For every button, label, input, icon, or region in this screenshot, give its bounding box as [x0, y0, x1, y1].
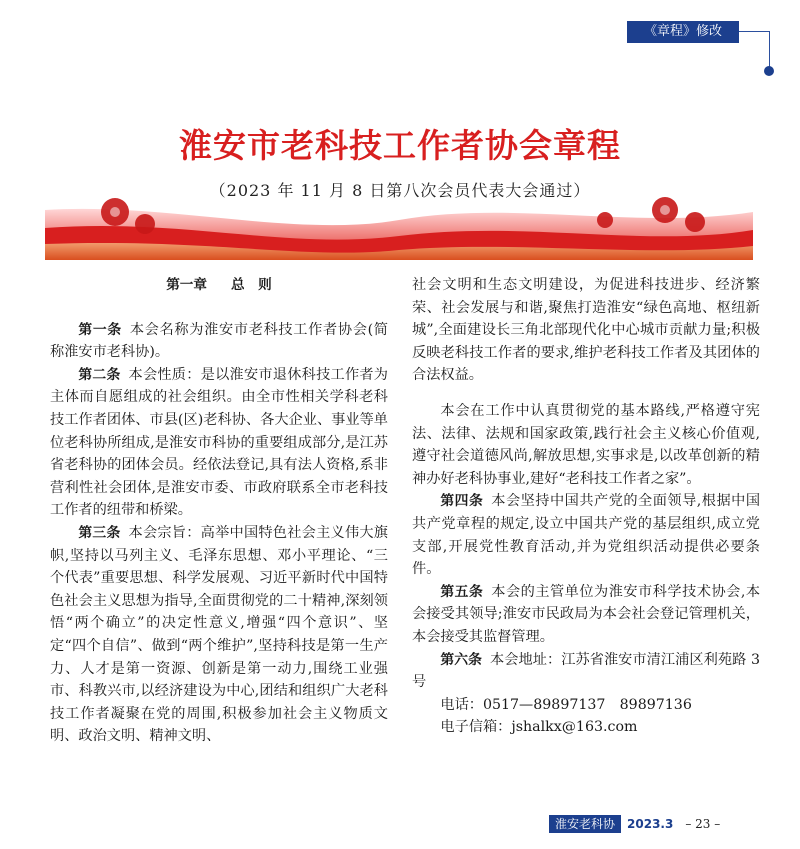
article-paragraph	[50, 364, 388, 522]
magazine-name: 淮安老科协	[549, 815, 621, 833]
article-paragraph	[412, 649, 760, 694]
contact-email: 电子信箱：jshalkx@163.com	[440, 719, 638, 736]
article-text: 本会地址：江苏省淮安市清江浦区利苑路 3 号	[412, 651, 761, 691]
contact-phone: 电话：0517—89897137 89897136	[440, 696, 692, 713]
chapter-number: 第一章	[166, 277, 207, 293]
tag-dot	[764, 66, 774, 76]
article-number: 第五条	[440, 583, 484, 600]
issue-number: 2023.3	[627, 817, 674, 831]
article-text: 本会性质：是以淮安市退休科技工作者为主体而自愿组成的社会组织。由全市性相关学科老科技工作者团体、市县(区)老科协、各大企业、事业等单位老科协所组成,是淮安市科协的重要组成部分,是江苏省老科协的团体会员。经依法登记,具有法人资格,系非营利性社会团体,是淮安市委、市政府联系全市老科技工作者的纽带和桥梁。	[50, 366, 388, 519]
article-paragraph	[50, 522, 388, 748]
article-number: 第四条	[440, 493, 484, 510]
article-number: 第一条	[78, 321, 122, 338]
document-title: 淮安市老科技工作者协会章程	[179, 126, 621, 165]
right-column	[412, 274, 760, 739]
article-text: 本会坚持中国共产党的全面领导,根据中国共产党章程的规定,设立中国共产党的基层组织,成立党支部,开展党性教育活动,并为党组织活动提供必要条件。	[412, 493, 761, 578]
tag-connector-line-vertical	[769, 31, 770, 67]
left-column	[50, 274, 388, 748]
article-paragraph	[412, 490, 760, 580]
continued-paragraph: 社会文明和生态文明建设，为促进科技进步、经济繁荣、社会发展与和谐,聚焦打造淮安“绿色高地、枢纽新城”,全面建设长三角北部现代化中心城市贡献力量;积极反映老科技工作者的要求,维护老科技工作者及其团体的合法权益。	[412, 277, 760, 384]
section-tag: 《章程》修改	[627, 21, 739, 43]
article-paragraph	[412, 581, 760, 649]
article-paragraph	[50, 319, 388, 364]
body-paragraph: 本会在工作中认真贯彻党的基本路线,严格遵守宪法、法律、法规和国家政策,践行社会主义核心价值观,遵守社会道德风尚,解放思想,实事求是,以改革创新的精神办好老科协事业,建好“老科技工作者之家”。	[412, 402, 760, 487]
article-text: 本会名称为淮安市老科技工作者协会(简称淮安市老科协)。	[50, 321, 388, 361]
article-text: 本会宗旨：高举中国特色社会主义伟大旗帜,坚持以马列主义、毛泽东思想、邓小平理论、“三个代表”重要思想、科学发展观、习近平新时代中国特色社会主义思想为指导,全面贯彻党的二十精神,深刻领悟“两个确立”的决定性意义,增强“四个意识”、坚定“四个自信”、做到“两个维护”,坚持科技是第一生产力、人才是第一资源、创新是第一动力,围绕工业强市、科教兴市,以经济建设为中心,团结和组织广大老科技工作者凝聚在党的周围,积极参加社会主义物质文明、政治文明、精神文明、	[50, 524, 388, 745]
page-number: – 23 –	[685, 817, 721, 831]
article-number: 第三条	[78, 524, 121, 541]
article-number: 第二条	[78, 366, 121, 383]
chapter-name: 总 则	[231, 277, 272, 293]
chapter-heading	[50, 274, 388, 297]
article-number: 第六条	[440, 651, 482, 668]
tag-connector-line	[739, 31, 770, 32]
document-subtitle: （2023 年 11 月 8 日第八次会员代表大会通过）	[209, 181, 591, 200]
article-text: 本会的主管单位为淮安市科学技术协会,本会接受其领导;淮安市民政局为本会社会登记管理机关，本会接受其监督管理。	[412, 583, 761, 645]
page-footer	[549, 815, 720, 833]
